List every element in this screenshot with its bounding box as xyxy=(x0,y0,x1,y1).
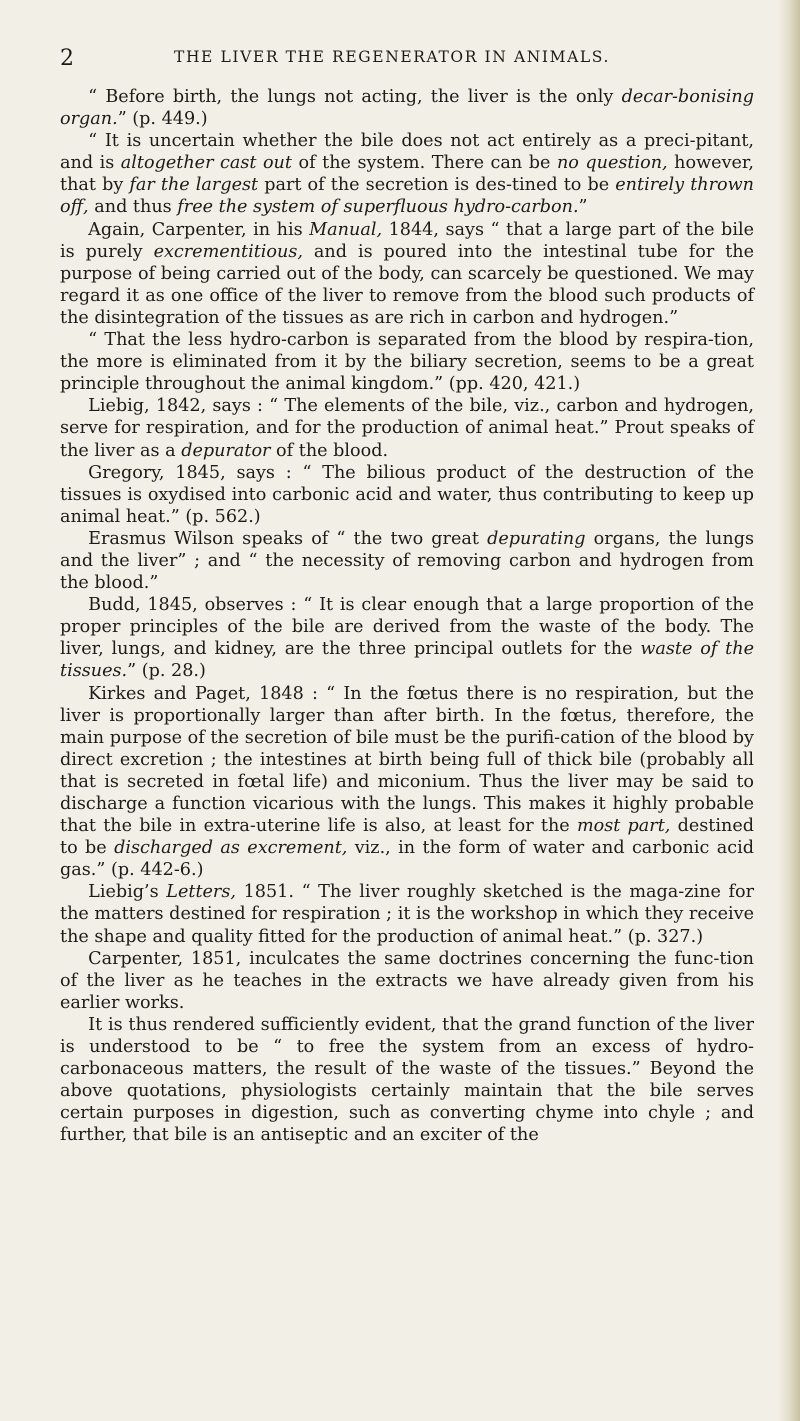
text-run: Kirkes and Paget, 1848 : “ In the fœtus there is no respiration, but the liver is proportionally larger than after birth. In the fœtus, therefore, the main purpose of the secretion of bile must be the purifi-cation of the blood by direct excretion ; the intestines at birth being full of thick bile (probably all that is secreted in fœtal life) and miconium. Thus the liver may be said to discharge a function vicarious with the lungs. This makes it highly probable that the bile in extra-uterine life is also, at least for the xyxy=(60,683,754,837)
paragraph xyxy=(60,594,754,682)
text-run: and thus xyxy=(88,197,178,218)
text-run: Liebig’s xyxy=(88,882,167,903)
paragraph xyxy=(60,329,754,395)
text-run: Carpenter, 1851, inculcates the same doctrines concerning the func-tion of the liver as he teaches in the extracts we have already given from his earlier works. xyxy=(60,948,754,1013)
text-run: “ That the less hydro-carbon is separated from the blood by respira-tion, the more is eliminated from it by the biliary secretion, seems to be a great principle throughout the animal kingdom.” (pp. 420, 421.) xyxy=(60,330,754,395)
text-run: Liebig, 1842, says : “ The elements of the bile, viz., carbon and hydrogen, serve for respiration, and for the production of animal heat.” Prout speaks of the liver as a xyxy=(60,396,754,461)
text-run: “ Before birth, the lungs not acting, the liver is the only xyxy=(88,87,622,107)
paragraph xyxy=(60,219,754,329)
italic-text: waste of the tissues. xyxy=(60,639,754,682)
italic-text: Letters, xyxy=(166,882,236,903)
text-run: Budd, 1845, observes : “ It is clear enough that a large proportion of the proper principles of the bile are derived from the waste of the body. The liver, lungs, and kidney, are the three principal outlets for the xyxy=(60,595,754,660)
italic-text: no question, xyxy=(556,153,668,174)
text-run: Again, Carpenter, in his xyxy=(88,219,310,240)
italic-text: far the largest xyxy=(129,175,259,196)
text-run: destined to be xyxy=(60,816,755,859)
text-run: of the system. There can be xyxy=(291,153,557,174)
italic-text: most part, xyxy=(576,816,671,837)
paragraph xyxy=(60,86,754,130)
paragraph xyxy=(60,528,754,594)
page-number: 2 xyxy=(60,46,75,71)
text-run: “ It is uncertain whether the bile does not act entirely as a preci-pitant, and is xyxy=(60,131,754,174)
paragraph xyxy=(60,1014,754,1147)
text-run: Erasmus Wilson speaks of “ the two great xyxy=(88,528,488,549)
body-text xyxy=(60,86,754,1147)
italic-text: discharged as excrement, xyxy=(114,838,348,859)
italic-text: entirely thrown off, xyxy=(60,175,754,218)
text-run: 1844, says “ that a large part of the bile is purely xyxy=(60,219,754,262)
page-header xyxy=(60,46,760,76)
text-run: Gregory, 1845, says : “ The bilious product of the destruction of the tissues is oxydised into carbonic acid and water, thus contributing to keep up animal heat.” (p. 562.) xyxy=(60,462,754,527)
text-run: viz., in the form of water and carbonic acid gas.” (p. 442-6.) xyxy=(60,838,754,881)
text-run: ” (p. 449.) xyxy=(117,109,208,130)
italic-text: decar-bonising organ. xyxy=(60,87,754,130)
italic-text: depurator xyxy=(181,440,271,461)
italic-text: altogether cast out xyxy=(120,153,292,174)
paragraph xyxy=(60,395,754,461)
italic-text: free the system of superfluous hydro-carbon. xyxy=(177,197,579,218)
text-run: ” (p. 28.) xyxy=(127,661,206,682)
paragraph xyxy=(60,683,754,882)
text-run: part of the secretion is des-tined to be xyxy=(258,175,616,196)
paragraph xyxy=(60,881,754,947)
paragraph xyxy=(60,130,754,218)
italic-text: Manual, xyxy=(309,219,383,240)
paragraph xyxy=(60,462,754,528)
text-run: of the blood. xyxy=(270,440,389,461)
italic-text: depurating xyxy=(487,528,586,549)
text-run: and is poured into the intestinal tube for the purpose of being carried out of the body, can scarcely be questioned. We may regard it as one office of the liver to remove from the blood such products of the disintegration of the tissues as are rich in carbon and hydrogen.” xyxy=(60,241,755,328)
paragraph xyxy=(60,948,754,1014)
running-head: THE LIVER THE REGENERATOR IN ANIMALS. xyxy=(174,48,610,66)
text-run: however, that by xyxy=(60,153,754,196)
text-run: It is thus rendered sufficiently evident, that the grand function of the liver is understood to be “ to free the system from an excess of hydro-carbonaceous matters, the result of the waste of the tissues.” Beyond the above quotations, physiologists certainly maintain that the bile serves certain purposes in digestion, such as converting chyme into chyle ; and further, that bile is an antiseptic and an exciter of the xyxy=(60,1014,754,1146)
text-run: organs, the lungs and the liver” ; and “ the necessity of removing carbon and hydrogen from the blood.” xyxy=(60,528,754,594)
text-run: ” xyxy=(578,197,588,218)
text-run: 1851. “ The liver roughly sketched is the maga-zine for the matters destined for respiration ; it is the workshop in which they receive the shape and quality fitted for the production of animal heat.” (p. 327.) xyxy=(60,882,755,947)
italic-text: excrementitious, xyxy=(153,241,303,262)
page-edge-shadow xyxy=(778,0,800,1421)
